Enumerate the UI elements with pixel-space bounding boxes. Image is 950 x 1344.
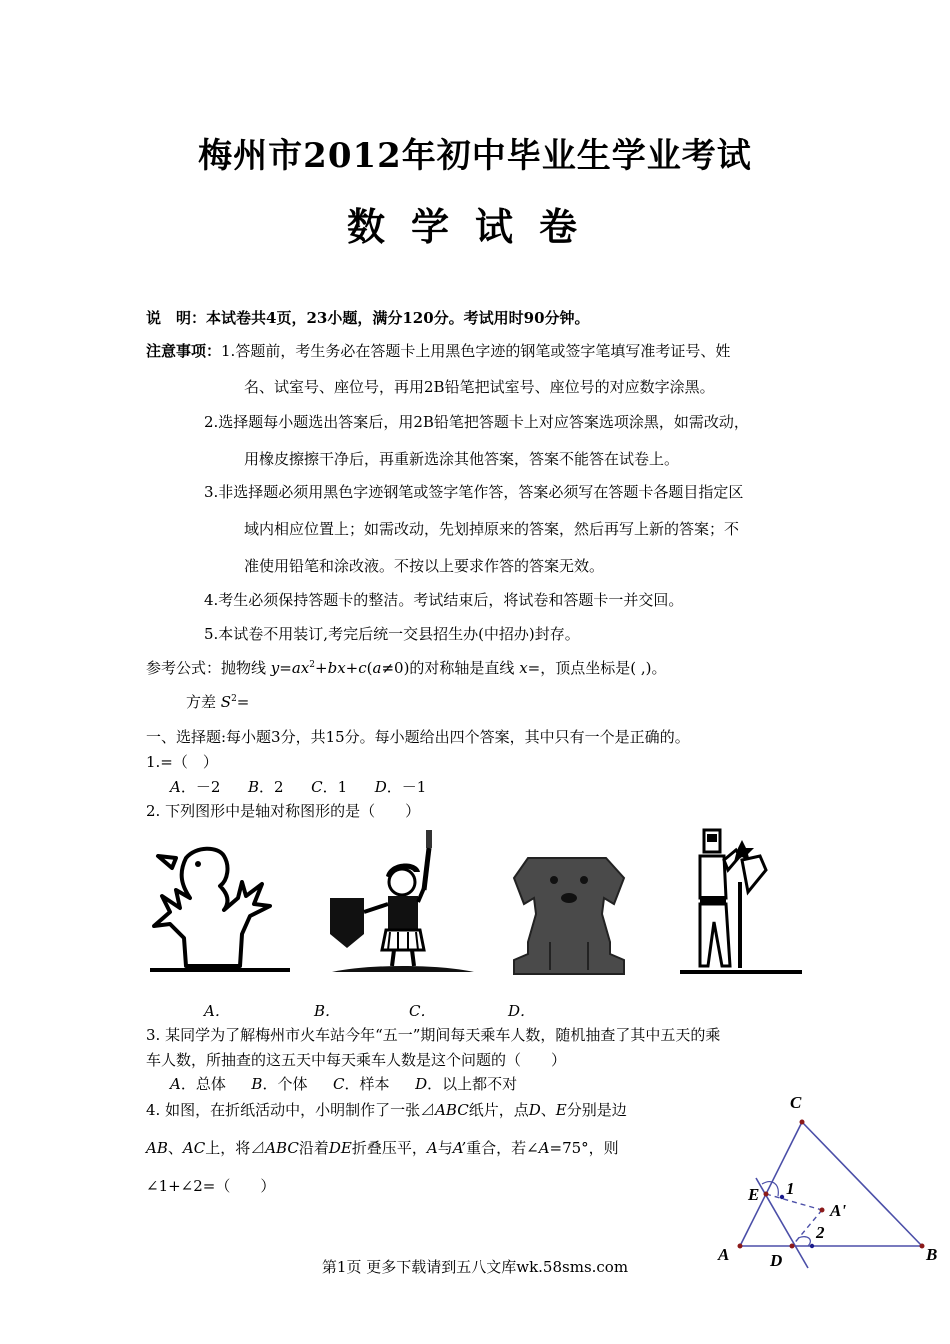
variance-label: 方差 bbox=[186, 693, 221, 711]
q2-label-c: C． bbox=[409, 1002, 436, 1020]
formula-cond-open: ( bbox=[366, 659, 373, 677]
formula-cond-neq: ≠0) bbox=[381, 659, 410, 677]
question-1-stem: 1.=（ ） bbox=[146, 753, 218, 771]
q3-option-a: A．总体 bbox=[170, 1075, 226, 1093]
vertex-b-label: B bbox=[926, 1245, 938, 1264]
q2-label-d: D． bbox=[508, 1002, 536, 1020]
variance-formula bbox=[186, 692, 249, 712]
attention-item-1a bbox=[146, 341, 730, 361]
formula-suffix-1: 的对称轴是直线 bbox=[409, 659, 520, 677]
figure-d-singer bbox=[676, 826, 806, 976]
attention-item-2b: 用橡皮擦擦干净后，再重新选涂其他答案，答案不能答在试卷上。 bbox=[244, 450, 680, 468]
q3-option-d: D．以上都不对 bbox=[415, 1075, 518, 1093]
question-4-line-2: AB、AC上，将⊿ABC沿着DE折叠压平，A与A’重合，若∠A=75°，则 bbox=[146, 1139, 619, 1157]
attention-item-3a: 3.非选择题必须用黑色字迹钢笔或签字笔作答，答案必须写在答题卡各题目指定区 bbox=[204, 483, 744, 501]
formula-square: 2 bbox=[309, 660, 315, 670]
attention-label: 注意事项： bbox=[146, 342, 222, 360]
question-2-stem: 2. 下列图形中是轴对称图形的是（ ） bbox=[146, 802, 421, 820]
formula-suffix-2: =，顶点坐标是( ,)。 bbox=[527, 659, 667, 677]
q1-option-c: C．1 bbox=[311, 778, 348, 796]
question-4-line-3: ∠1+∠2=（ ） bbox=[146, 1177, 276, 1195]
attention-item-3c: 准使用铅笔和涂改液。不按以上要求作答的答案无效。 bbox=[244, 557, 605, 575]
q1-option-a: A．－2 bbox=[170, 778, 221, 796]
formula-x2: x bbox=[337, 659, 346, 677]
attention-item-1b: 名、试室号、座位号，再用2B铅笔把试室号、座位号的对应数字涂黑。 bbox=[244, 378, 715, 396]
attention-text-1a: 1.答题前，考生务必在答题卡上用黑色字迹的钢笔或签字笔填写准考证号、姓 bbox=[221, 342, 731, 360]
attention-item-4: 4.考生必须保持答题卡的整洁。考试结束后，将试卷和答题卡一并交回。 bbox=[204, 591, 684, 609]
formula-x: x bbox=[300, 659, 310, 677]
formula-a2: a bbox=[372, 659, 382, 677]
q3-option-b: B．个体 bbox=[251, 1075, 308, 1093]
angle-2-label: 2 bbox=[816, 1223, 825, 1242]
variance-square: 2 bbox=[231, 694, 237, 704]
note-text: 本试卷共4页，23小题，满分120分。考试用时90分钟。 bbox=[206, 309, 590, 327]
question-3-options bbox=[170, 1074, 517, 1094]
attention-item-3b: 域内相应位置上；如需改动，先划掉原来的答案，然后再写上新的答案；不 bbox=[244, 520, 740, 538]
formula-c: c bbox=[358, 659, 367, 677]
q2-label-b: B． bbox=[314, 1002, 341, 1020]
formula-x3: x bbox=[519, 659, 528, 677]
vertex-c-label: C bbox=[790, 1093, 802, 1112]
figure-b-knight bbox=[328, 826, 476, 976]
vertex-d-label: D bbox=[770, 1251, 783, 1270]
variance-eq: = bbox=[236, 693, 250, 711]
formula-eq: = bbox=[279, 659, 292, 677]
question-4-line-1: 4. 如图，在折纸活动中，小明制作了一张⊿ABC纸片，点D、E分别是边 bbox=[146, 1101, 627, 1119]
formula-a: a bbox=[291, 659, 301, 677]
q4-triangle-figure bbox=[712, 1086, 944, 1272]
vertex-e-label: E bbox=[748, 1185, 760, 1204]
attention-item-5: 5.本试卷不用装订,考完后统一交县招生办(中招办)封存。 bbox=[204, 625, 580, 643]
vertex-a-prime-label: A' bbox=[830, 1201, 847, 1220]
attention-item-2a: 2.选择题每小题选出答案后，用2B铅笔把答题卡上对应答案选项涂黑，如需改动， bbox=[204, 413, 749, 431]
question-1-options bbox=[170, 777, 426, 797]
q1-option-b: B．2 bbox=[247, 778, 284, 796]
q3-option-c: C．样本 bbox=[333, 1075, 390, 1093]
formula-plus-b: + bbox=[315, 659, 328, 677]
angle-1-label: 1 bbox=[786, 1179, 795, 1198]
vertex-a-label: A bbox=[718, 1245, 730, 1264]
q1-option-d: D．－1 bbox=[374, 778, 427, 796]
variance-s: S bbox=[220, 693, 232, 711]
formula-b: b bbox=[327, 659, 338, 677]
formula-prefix: 参考公式：抛物线 bbox=[146, 659, 271, 677]
figure-a-tree bbox=[146, 838, 296, 978]
exam-note bbox=[146, 308, 590, 328]
note-label: 说 明： bbox=[146, 309, 207, 327]
exam-subtitle: 数学试卷 bbox=[346, 204, 603, 249]
formula-plus-c: + bbox=[345, 659, 359, 677]
q2-label-a: A． bbox=[204, 1002, 230, 1020]
formula-y: y bbox=[270, 659, 280, 677]
reference-formula bbox=[146, 658, 666, 678]
exam-title: 梅州市2012年初中毕业生学业考试 bbox=[198, 136, 752, 176]
page-footer: 第1页 更多下载请到五八文库wk.58sms.com bbox=[321, 1258, 629, 1276]
figure-c-dog bbox=[510, 852, 628, 976]
question-3-stem-a: 3. 某同学为了解梅州市火车站今年“五一”期间每天乘车人数，随机抽查了其中五天的乘 bbox=[146, 1026, 721, 1044]
section-title: 一、选择题:每小题3分，共15分。每小题给出四个答案，其中只有一个是正确的。 bbox=[146, 728, 690, 746]
question-3-stem-b: 车人数，所抽查的这五天中每天乘车人数是这个问题的（ ） bbox=[146, 1051, 567, 1069]
